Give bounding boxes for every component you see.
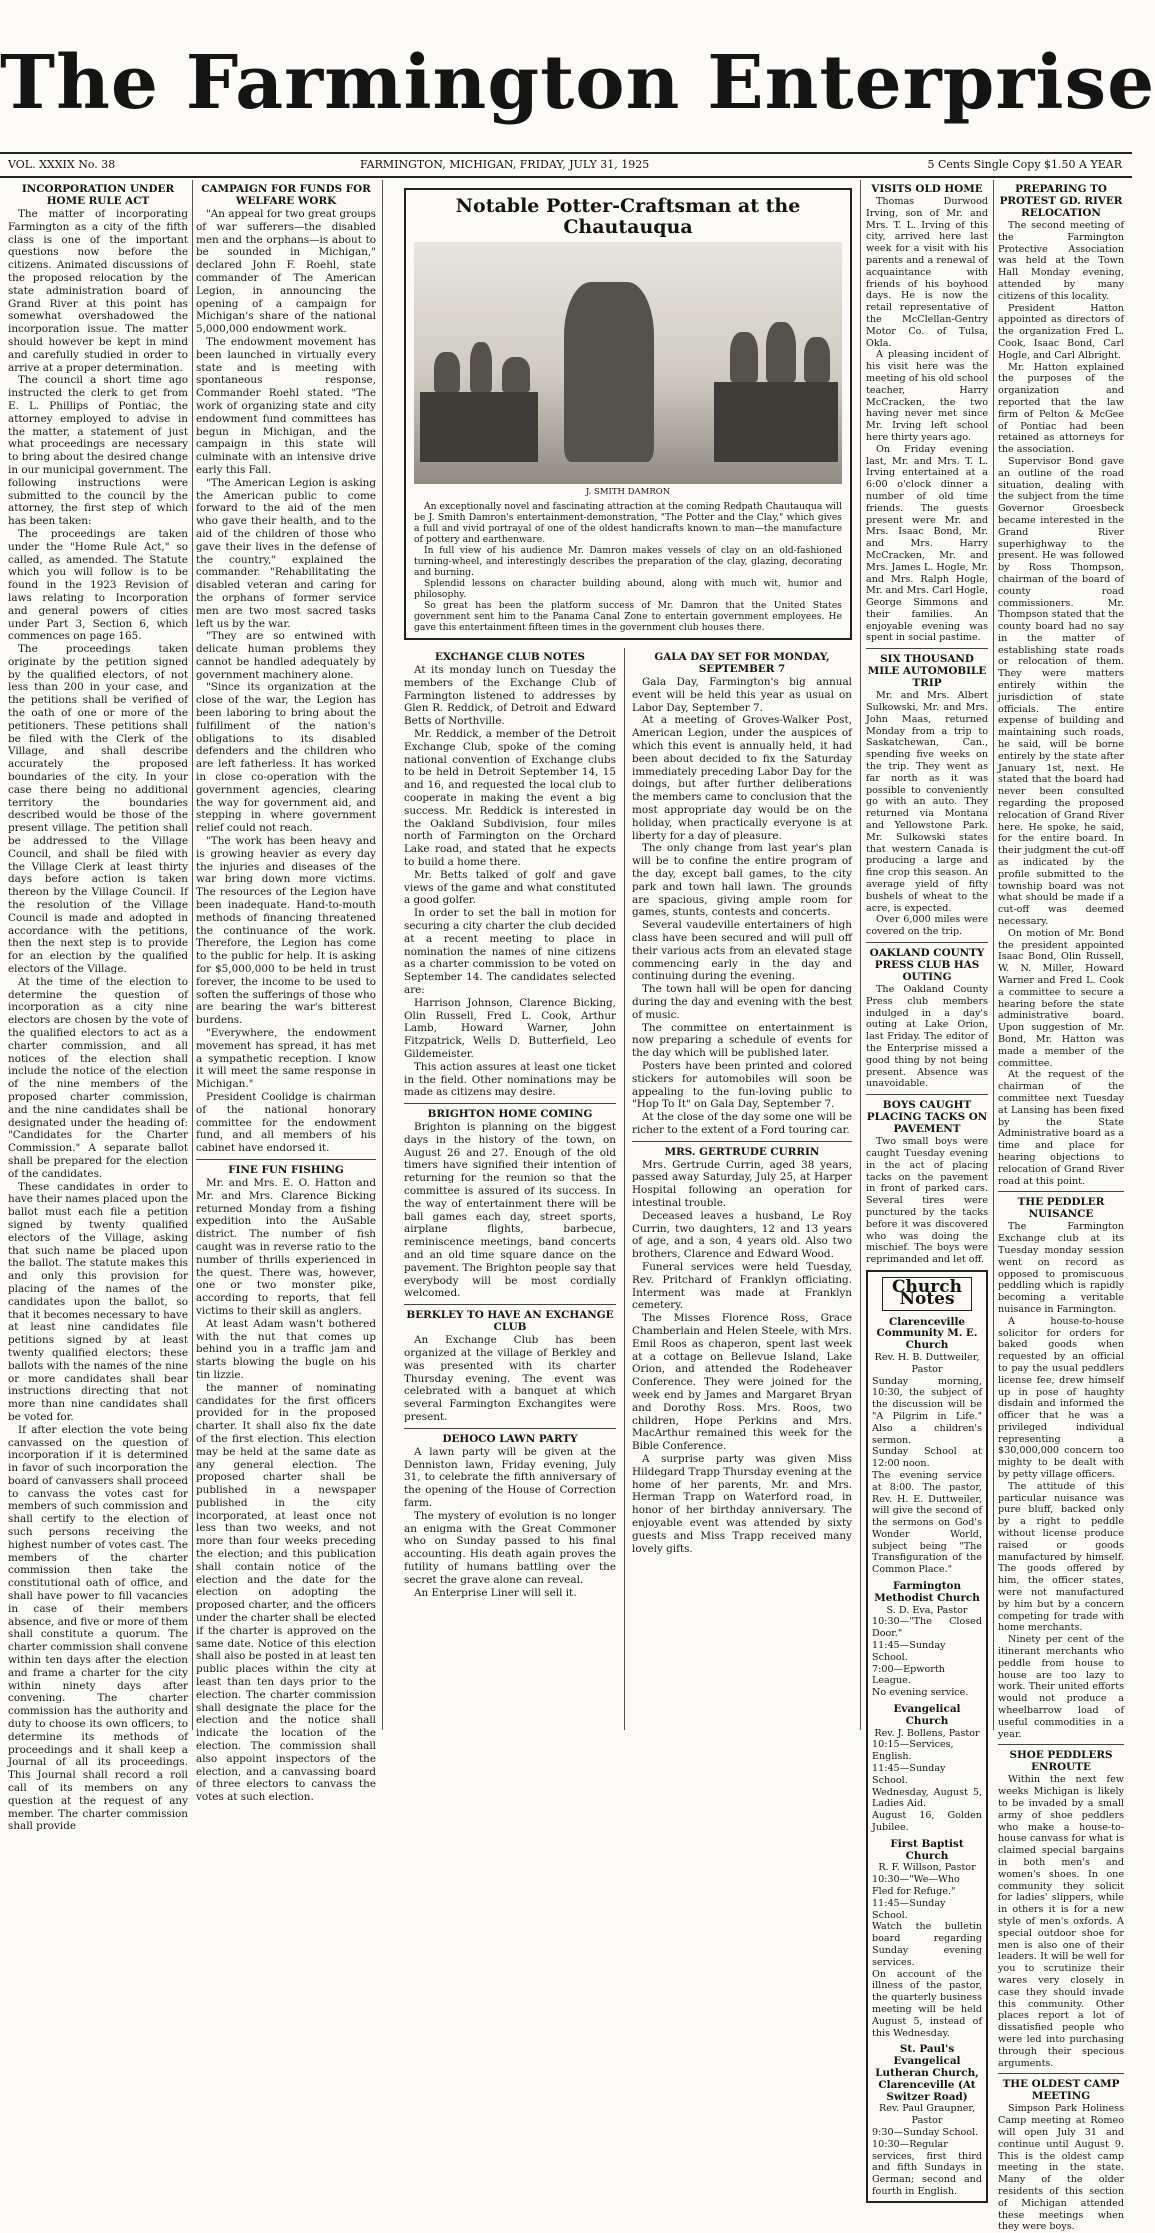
paragraph: Funeral services were held Tuesday, Rev. Pritchard of Franklyn officiating. Interment was made at Franklyn cemetery.	[632, 1261, 852, 1312]
church-line: 11:45—Sunday School.	[872, 1763, 946, 1786]
church-line: R. F. Willson, Pastor	[878, 1862, 976, 1874]
paragraph: An Enterprise Liner will sell it.	[414, 1586, 577, 1599]
article-body	[998, 1221, 1124, 1740]
paragraph: Simpson Park Holiness Camp meeting at Romeo will open July 31 and continue until August 9. This is the oldest camp meeting in the state. Many of the older residents of this section of Michigan attended these meetings when they were boys.	[998, 2103, 1124, 2233]
church-name: Evangelical Church	[893, 1703, 961, 1727]
church-name: St. Paul's Evangelical Lutheran Church, Clarenceville (At Switzer Road)	[875, 2043, 979, 2103]
paragraph: "An appeal for two great groups of war sufferers—the disabled men and the orphans—is about to be sounded in Michigan," declared John F. Roehl, state commander of The American Legion, in announcing the opening of a campaign for Michigan's share of the national 5,000,000 endowment work.	[196, 208, 376, 336]
article-body	[404, 664, 616, 1099]
church-line: 10:15—Services, English.	[872, 1739, 954, 1763]
church-line: No evening service.	[872, 1687, 969, 1699]
pottery-vessel	[730, 332, 758, 382]
paragraph: The Farmington Exchange club at its Tuesday monday session went on record as opposed to promiscuous peddling which is rapidly becoming a veritable nuisance in Farmington.	[998, 1221, 1124, 1315]
feature-box	[404, 188, 852, 640]
paragraph: This action assures at least one ticket in the field. Other nominations may be made as citizens may desire.	[404, 1060, 616, 1099]
column-rule	[993, 180, 994, 1730]
paragraph: At the close of the day some one will be richer to the extent of a Ford touring car.	[632, 1111, 852, 1136]
church-line: 9:30—Sunday School.	[872, 2126, 979, 2138]
paragraph: President Hatton appointed as directors of the organization Fred L. Cook, Isaac Bond, Carl Hogle, and Carl Albright.	[998, 302, 1124, 361]
paragraph: A surprise party was given Miss Hildegard Trapp Thursday evening at the home of her parents, Mr. and Mrs. Herman Trapp on Waterford road, in honor of her birthday anniversary. The enjoyable event was attended by sixty guests and Miss Trapp received many lovely gifts.	[632, 1453, 852, 1555]
church-line: 10:30—"We—Who Fled for Refuge."	[872, 1874, 960, 1897]
photo-table	[420, 392, 538, 462]
column-rule	[860, 180, 861, 1730]
headline-camp-meeting: THE OLDEST CAMP MEETING	[1002, 2078, 1120, 2103]
paragraph: At the request of the chairman of the committee next Tuesday at Lansing has been fixed by the State Administrative board as a time and place for hearing objections to relocation of Grand River road at this point.	[998, 1069, 1124, 1187]
article-body	[866, 1136, 988, 1266]
headline-visits-old-home: VISITS OLD HOME	[871, 183, 983, 195]
paragraph: The proceedings taken originate by the petition signed by the qualified electors, of not less than 200 in your case, and the petitions shall be verified of the oath of one or more of the petitioners. These petitions shall be filed with the Clerk of the Village, and shall describe accurately the proposed boundaries of the city. In your case there being no additional territory the boundaries described would be those of the present village. The petition shall be addressed to the Village Council, and shall be filed with the Village Clerk at least thirty days before action is taken thereon by the Village Council. If the resolution of the Village Council is made and adopted in accordance with the petitions, then the next step is to provide for an election by the qualified electors of the Village.	[8, 643, 188, 976]
paragraph: Harrison Johnson, Clarence Bicking, Olin Russell, Fred L. Cook, Arthur Lamb, Howard Warner, John Fitzpatrick, Wells D. Butterfield, Leo Gildemeister.	[404, 996, 616, 1060]
paragraph: So great has been the platform success of Mr. Damron that the United States government sent him to the Panama Canal Zone to entertain government employees. He gave this entertainment fifteen times in the government club houses there.	[414, 600, 842, 633]
paragraph: The second meeting of the Farmington Protective Association was held at the Town Hall Monday evening, attended by many citizens of this locality.	[998, 220, 1124, 302]
pottery-vessel	[470, 342, 492, 392]
paragraph: An exceptionally novel and fascinating attraction at the coming Redpath Chautauqua will be J. Smith Damron's entertainment-demonstration, "The Potter and the Clay," which gives a full and vivid portrayal of one of the oldest handicrafts known to man—the manufacture of pottery and earthenware.	[414, 501, 842, 545]
church-notes-title: Church Notes	[882, 1277, 972, 1311]
church-line: 10:30—"The Closed Door."	[872, 1616, 982, 1640]
church-name: Farmington Methodist Church	[874, 1580, 980, 1604]
article-body	[8, 208, 188, 1833]
pottery-vessel	[502, 357, 530, 392]
headline-gala-day: GALA DAY SET FOR MONDAY, SEPTEMBER 7	[654, 651, 830, 675]
paragraph: A pleasing incident of his visit here was the meeting of his old school teacher, Harry McCracken, the two having never met since Mr. Irving left school here thirty years ago.	[866, 349, 988, 443]
article-body	[196, 1177, 376, 1804]
church-line: Rev. Paul Graupner, Pastor	[878, 2103, 976, 2127]
paragraph: On motion of Mr. Bond the president appointed Isaac Bond, Olin Russell, W. N. Miller, Howard Warner and Fred L. Cook a committee to secure a hearing before the state administrative board. Upon suggestion of Mr. Bond, Mr. Hatton was made a member of the committee.	[998, 927, 1124, 1069]
paragraph: An Exchange Club has been organized at the village of Berkley and was presented with its charter Thursday evening. The event was celebrated with a banquet at which several Farmington Exchangites were present.	[404, 1334, 616, 1424]
paragraph: In order to set the ball in motion for securing a city charter the club decided at a recent meeting to place in nomination the names of nine citizens as a charter commission to be voted on September 14. The candidates selected are:	[404, 907, 616, 996]
column-3	[404, 648, 616, 1730]
potter-figure	[564, 282, 654, 462]
paragraph: The mystery of evolution is no longer an enigma with the Great Commoner who on Sunday passed to his final accounting. His death again proves the futility of humans battling over the secret the grave alone can reveal.	[404, 1509, 616, 1586]
paragraph: At least Adam wasn't bothered with the nut that comes up behind you in a traffic jam and starts blowing the bugle on his tin lizzie.	[196, 1317, 376, 1381]
paragraph: Within the next few weeks Michigan is likely to be invaded by a small army of shoe peddlers who make a house-to-house canvass for what is claimed special bargains in both men's and women's shoes. In one community they solicit for ladies' slippers, while in others it is for a new style of men's oxfords. A special outdoor shoe for men is also one of their leaders. It will be well for you to scrutinize their wares very closely in case they should invade this community. Other places report a lot of dissatisfied people who were led into purchasing through their specious arguments.	[998, 1774, 1124, 2069]
place-date: FARMINGTON, MICHIGAN, FRIDAY, JULY 31, 1925	[360, 158, 650, 171]
article-body	[632, 676, 852, 1137]
dateline-bar	[0, 152, 1132, 178]
headline-exchange-club: EXCHANGE CLUB NOTES	[434, 651, 586, 663]
church-notes-box	[866, 1270, 988, 2203]
headline-berkley: BERKLEY TO HAVE AN EXCHANGE CLUB	[406, 1309, 614, 1334]
paragraph: Supervisor Bond gave an outline of the road situation, dealing with the subject from the time Governor Groesbeck became interested in the Grand River superhighway to the present. He was followed by Ross Thompson, chairman of the board of county road commissioners. Mr. Thompson stated that the county board had no say in the matter of establishing state roads or relocation of them. They were matters entirely within the jurisdiction of state officials. The entire expense of building and maintaining such roads, he said, will be borne entirely by the state after January 1st, next. He stated that the board had never been consulted regarding the proposed relocation of Grand River here. He spoke, he said, for the entire board. In their judgment the cut-off as indicated by the profile submitted to the township board was not what should be made if a cut-off was deemed necessary.	[998, 455, 1124, 928]
paragraph: The only change from last year's plan will be to confine the entire program of the day, except ball games, to the city park and town hall lawn. The grounds are spacious, giving ample room for games, stunts, contests and concerts.	[632, 842, 852, 919]
article-body	[196, 208, 376, 1155]
photo-caption	[414, 487, 842, 633]
paragraph: The town hall will be open for dancing during the day and evening with the best of music.	[632, 983, 852, 1021]
headline-press-club: OAKLAND COUNTY PRESS CLUB HAS OUTING	[869, 947, 985, 984]
photo-credit: J. SMITH DAMRON	[585, 487, 671, 497]
church-line: Sunday School at 12:00 noon.	[872, 1446, 982, 1470]
church-line: S. D. Eva, Pastor	[886, 1604, 968, 1616]
paragraph: The committee on entertainment is now preparing a schedule of events for the day which will be published later.	[632, 1021, 852, 1060]
paragraph: In full view of his audience Mr. Damron makes vessels of clay on an old-fashioned turning-wheel, and interestingly describes the preparation of the clay, glazing, decorating and burning.	[414, 545, 842, 578]
paragraph: Mr. Betts talked of golf and gave views of the game and what constituted a good golfer.	[404, 868, 616, 907]
paragraph: At its monday lunch on Tuesday the members of the Exchange Club of Farmington listened to addresses by Glen R. Reddick, of Detroit and Edward Betts of Northville.	[404, 664, 616, 728]
headline-shoe-peddlers: SHOE PEDDLERS ENROUTE	[1009, 1749, 1113, 1774]
article-body	[866, 196, 988, 644]
price: 5 Cents Single Copy $1.50 A YEAR	[927, 158, 1122, 171]
divider	[866, 648, 988, 649]
church-line: 7:00—Epworth League.	[872, 1663, 945, 1687]
divider	[998, 1744, 1124, 1745]
paragraph: Ninety per cent of the itinerant merchants who peddle from house to house are too lazy to work. Their united efforts would not produce a wheelbarrow load of useful commodities in a year.	[998, 1634, 1124, 1740]
pottery-vessel	[804, 337, 830, 382]
headline-boys-caught: BOYS CAUGHT PLACING TACKS ON PAVEMENT	[866, 1099, 988, 1136]
paragraph: The Misses Florence Ross, Grace Chamberlain and Helen Steele, with Mrs. Emil Roos as chaperon, spent last week at a cottage on Bellevue Island, Lake Orion, and attended the Rodeheaver Conference. They were joined for the week end by James and Margaret Bryan and Dorothy Ross. Mrs. Roos, two children, Hope Perkins and Mrs. MacArthur remained this week for the Bible Conference.	[632, 1312, 852, 1453]
column-rule	[192, 180, 193, 1730]
headline-brighton: BRIGHTON HOME COMING	[427, 1108, 593, 1121]
church-line: 10:30—Regular services, first third and fifth Sundays in German; second and fourth in English.	[872, 2138, 982, 2197]
article-body	[632, 1159, 852, 1556]
church-line: 11:45—Sunday School.	[872, 1897, 946, 1921]
article-body	[866, 690, 988, 938]
headline-auto-trip: SIX THOUSAND MILE AUTOMOBILE TRIP	[867, 653, 987, 690]
column-6	[998, 180, 1124, 2233]
church-line: Rev. J. Bollens, Pastor	[874, 1727, 980, 1739]
church-line: Wednesday, August 5, Ladies Aid.	[872, 1786, 982, 1810]
church-line: August 16, Golden Jubilee.	[872, 1810, 982, 1834]
paragraph: These candidates in order to have their names placed upon the ballot must each file a petition signed by twenty qualified electors of the Village, asking that such name be placed upon the ballot. The statute makes this and only this provision for placing of the names of the candidates upon the ballot, so that it becomes necessary to have at least nine candidates file petitions signed by at least twenty qualified electors; these ballots with the names of the nine or more candidates shall bear instructions directing that not more than nine candidates shall be voted for.	[8, 1180, 188, 1423]
column-4	[632, 648, 852, 1730]
paragraph: The council a short time ago instructed the clerk to get from E. L. Phillips of Pontiac, the attorney employed to advise in the matter, a statement of just what proceedings are necessary to bring about the desired change in our municipal government. The following instructions were submitted to the council by the attorney, the first step of which has been taken:	[8, 374, 188, 528]
church-line: Sunday morning, 10:30, the subject of the discussion will be "A Pilgrim in Life." Also a children's sermon.	[872, 1375, 982, 1446]
divider	[404, 1304, 616, 1305]
volume-number: VOL. XXXIX No. 38	[8, 158, 116, 171]
headline-fishing: FINE FUN FISHING	[228, 1163, 344, 1176]
church-line: Rev. H. B. Duttweiler, Pastor	[874, 1351, 980, 1375]
paragraph: The proceedings are taken under the "Home Rule Act," so called, as amended. The Statute which you will follow is to be found in the 1923 Revision of laws relating to Incorporation and general powers of cities under Part 3, Section 6, which commences on page 165.	[8, 527, 188, 643]
article-body	[866, 984, 988, 1090]
divider	[632, 1141, 852, 1142]
paragraph: Two small boys were caught Tuesday evening in the act of placing tacks on the pavement in front of parked cars. Several tires were punctured by the tacks before it was discovered who was doing the mischief. The boys were reprimanded and let off.	[866, 1136, 988, 1266]
headline-incorporation: INCORPORATION UNDER HOME RULE ACT	[21, 183, 175, 207]
paragraph: "They are so entwined with delicate human problems they cannot be handled adequately by government machinery alone.	[196, 630, 376, 681]
paragraph: "The work has been heavy and is growing heavier as every day the injuries and diseases of the war bring down more victims. The resources of the Legion have been inadequate. Hand-to-mouth methods of financing threatened the continuance of the work. Therefore, the Legion has come to the public for help. It is asking for $5,000,000 to be held in trust forever, the income to be used to soften the sufferings of those who are bearing the war's bitterest burdens.	[196, 835, 376, 1027]
headline-dehoco: DEHOCO LAWN PARTY	[442, 1432, 578, 1445]
paragraph: Several vaudeville entertainers of high class have been secured and will pull off their various acts from an elevated stage commencing early in the day and continuing during the evening.	[632, 919, 852, 983]
church-line: The evening service at 8:00. The pastor, Rev. H. E. Duttweiler, will give the second of the sermons on God's Wonder World, subject being "The Transfiguration of the Common Place."	[872, 1469, 982, 1576]
church-sections	[872, 1317, 982, 2198]
paragraph: Thomas Durwood Irving, son of Mr. and Mrs. T. L. Irving of this city, arrived here last week for a visit with his parents and a renewal of acquaintance with friends of his boyhood days. He is now the retail representative of the McClellan-Gentry Motor Co. of Tulsa, Okla.	[866, 196, 988, 349]
paragraph: A lawn party will be given at the Denniston lawn, Friday evening, July 31, to celebrate the fifth anniversary of the opening of the House of Correction farm.	[404, 1445, 616, 1510]
paragraph: Posters have been printed and colored stickers for automobiles will soon be appealing to the fun-loving public to "Hop To It" on Gala Day, September 7.	[632, 1059, 852, 1111]
article-body	[998, 220, 1124, 1187]
paragraph: A house-to-house solicitor for orders for baked goods when requested by an official to pay the usual peddlers license fee, drew himself up in pose of haughty disdain and informed the officer that he was a privileged individual representing a $30,000,000 concern too mighty to be dealt with by petty village officers.	[998, 1315, 1124, 1481]
divider	[866, 942, 988, 943]
church-name: Clarenceville Community M. E. Church	[876, 1315, 978, 1352]
article-body	[404, 1446, 616, 1600]
divider	[866, 1094, 988, 1095]
column-rule	[624, 648, 625, 1730]
paragraph: "The American Legion is asking the American public to come forward to the aid of the men who gave their health, and to the aid of the children of those who gave their lives in the defense of the country," explained the commander. "Rehabilitating the disabled veteran and caring for the orphans of former service men are two most sacred tasks left us by the war.	[196, 476, 376, 630]
paragraph: The matter of incorporating Farmington as a city of the fifth class is one of the important questions now before the citizens. Animated discussions of the proposed relocation by the state administration board of Grand River at this point has somewhat overshadowed the incorporation issue. The matter should however be kept in mind and carefully studied in order to arrive at a proper determination.	[8, 208, 188, 374]
headline-peddler: THE PEDDLER NUISANCE	[1017, 1196, 1105, 1221]
headline-protest: PREPARING TO PROTEST GD. RIVER RELOCATION	[999, 183, 1123, 219]
paragraph: At the time of the election to determine the question of incorporation as a city nine electors are chosen by the vote of the qualified electors to act as a charter commission, and all notices of the election shall include the notice of the election of the nine members of the proposed charter commission, and the nine candidates shall be designated under the heading of: "Candidates for the Charter Commission." A separate ballot shall be prepared for the election of the candidates.	[8, 975, 188, 1180]
church-name: First Baptist Church	[890, 1837, 964, 1862]
paragraph: the manner of nominating candidates for the first officers provided for in the proposed charter. It shall also fix the date of the first election. This election may be held at the same date as any general election. The proposed charter shall be published in a newspaper published in the city incorporated, at least once not less than two weeks, and not more than four weeks preceding the election; and this publication shall contain notice of the election and the date for the election on adopting the proposed charter, and the officers under the charter shall be elected if the charter is approved on the same date. Notice of this election shall also be posted in at least ten public places within the city at least than ten days prior to the election. The charter commission shall designate the place for the election and the notice shall indicate the location of the election. The commission shall also appoint inspectors of the election, and a canvassing board of three electors to canvass the votes at such election.	[196, 1381, 376, 1804]
masthead	[0, 0, 1155, 150]
paragraph: If after election the vote being canvassed on the question of incorporation if it is determined in favor of such incorporation the board of canvassers shall proceed to canvass the votes cast for members of such commission and shall certify to the election of such persons receiving the highest number of votes cast. The members of the charter commission then take the constitutional oath of office, and shall have power to fill vacancies in case of their members absence, and five or more of them shall constitute a quorum. The charter commission shall convene within ten days after the election and frame a charter for the city within ninety days after convening. The charter commission has the authority and duty to choose its own officers, to determine its methods of proceedings and it shall keep a Journal of all its proceedings. This Journal shall record a roll call of its members on any question at the request of any member. The charter commission shall provide	[8, 1423, 189, 1833]
paragraph: Splendid lessons on character building abound, along with much wit, humor and philosophy.	[414, 578, 842, 600]
column-rule	[382, 180, 383, 1730]
paragraph: "Since its organization at the close of the war, the Legion has been laboring to bring about the fulfillment of the nation's obligations to its disabled defenders and the children who are left fatherless. It has worked in close co-operation with the government agencies, clearing the way for government aid, and stepping in where government relief could not reach.	[196, 681, 376, 835]
potter-photo	[414, 242, 842, 484]
divider	[998, 1191, 1124, 1192]
column-2	[196, 180, 376, 1804]
article-body	[404, 1121, 616, 1300]
photo-table	[714, 382, 838, 462]
paragraph: The Oakland County Press club members indulged in a day's outing at Lake Orion, last Friday. The editor of the Enterprise missed a good thing by not being present. Absence was unavoidable.	[866, 984, 988, 1090]
pottery-vessel	[434, 352, 460, 392]
column-1	[8, 180, 189, 1833]
paragraph: Mr. Hatton explained the purposes of the organization and reported that the law firm of Pelton & McGee of Pontiac had been retained as attorneys for the association.	[998, 361, 1124, 456]
divider	[404, 1103, 616, 1104]
divider	[404, 1428, 616, 1429]
paragraph: President Coolidge is chairman of the national honorary committee for the endowment fund, and all members of his cabinet have endorsed it.	[196, 1090, 376, 1155]
column-5	[866, 180, 988, 2197]
paragraph: Gala Day, Farmington's big annual event will be held this year as usual on Labor Day, September 7.	[632, 676, 852, 714]
headline-campaign: CAMPAIGN FOR FUNDS FOR WELFARE WORK	[201, 183, 371, 207]
divider	[998, 2073, 1124, 2074]
paragraph: On Friday evening last, Mr. and Mrs. T. L. Irving entertained at a 6:00 o'clock dinner a number of old time friends. The guests present were Mr. and Mrs. Isaac Bond, Mr. and Mrs. Harry McCracken, Mr. and Mrs. James L. Hogle, Mr. and Mrs. Ralph Hogle, Mr. and Mrs. Carl Hogle, George Simmons and their families. An enjoyable evening was spent in social pastime.	[866, 443, 988, 644]
church-line: On account of the illness of the pastor, the quarterly business meeting will be held August 5, instead of this Wednesday.	[872, 1968, 982, 2039]
paragraph: Deceased leaves a husband, Le Roy Currin, two daughters, 12 and 13 years of age, and a son, 4 years old. Also two brothers, Clarence and Edward Wood.	[632, 1209, 852, 1261]
paragraph: "Everywhere, the endowment movement has spread, it has met a sympathetic reception. I know it will meet the same response in Michigan."	[196, 1027, 376, 1091]
paragraph: At a meeting of Groves-Walker Post, American Legion, under the auspices of which this event is annually held, it had been about decided to fix the Saturday immediately preceding Labor Day for the doings, but after further deliberations the members came to conclusion that the most appropriate day would be on the holiday, when practically everyone is at liberty for a day of pleasure.	[632, 714, 852, 842]
headline-currin: MRS. GERTRUDE CURRIN	[664, 1145, 820, 1158]
article-body	[998, 1774, 1124, 2069]
article-body	[404, 1334, 616, 1424]
divider	[196, 1159, 376, 1160]
paragraph: The endowment movement has been launched in virtually every state and is meeting with spontaneous response, Commander Roehl stated. "The work of organizing state and city endowment fund committees has begun in Michigan, and the campaign in this state will culminate with an intensive drive early this Fall.	[196, 335, 376, 476]
paragraph: Over 6,000 miles were covered on the trip.	[866, 914, 988, 938]
paragraph: Mr. Reddick, a member of the Detroit Exchange Club, spoke of the coming national convention of Exchange clubs to be held in Detroit September 14, 15 and 16, and requested the local club to cooperate in making the event a big success. Mr. Reddick is interested in the Oakland Subdivision, four miles north of Farmington on the Orchard Lake road, and stated that he expects to build a home there.	[404, 727, 616, 868]
church-line: Watch the bulletin board regarding Sunday evening services.	[872, 1921, 982, 1968]
paragraph: Brighton is planning on the biggest days in the history of the town, on August 26 and 27. Enough of the old timers have signified their intention of returning for the reunion so that the committee is assured of its success. In the way of entertainment there will be ball games each day, street sports, airplane flights, barbecue, reminiscence meetings, band concerts and an old time square dance on the pavement. The Brighton people say that everybody will be most cordially welcomed.	[404, 1121, 616, 1300]
paragraph: Mrs. Gertrude Currin, aged 38 years, passed away Saturday, July 25, at Harper Hospital following an operation for intestinal trouble.	[632, 1158, 852, 1210]
article-body	[998, 2103, 1124, 2233]
pottery-vessel	[766, 322, 796, 382]
paragraph: Mr. and Mrs. Albert Sulkowski, Mr. and Mrs. John Maas, returned Monday from a trip to Saskatchewan, Can., spending five weeks on the trip. They went as far north as it was possible to conveniently go with an auto. They returned via Montana and Yellowstone Park. Mr. Sulkowski states that western Canada is producing a large and fine crop this season. An average yield of fifty bushels of wheat to the acre, is expected.	[866, 690, 988, 914]
paragraph: Mr. and Mrs. E. O. Hatton and Mr. and Mrs. Clarence Bicking returned Monday from a fishing expedition into the AuSable district. The number of fish caught was in reverse ratio to the number of thrills experienced in the quest. There was, however, one or two monster pike, according to reports, that fell victims to their skill as anglers.	[196, 1176, 376, 1317]
church-line: 11:45—Sunday School.	[872, 1640, 946, 1663]
paragraph: The attitude of this particular nuisance was pure bluff, backed only by a right to peddle without license produce raised or goods manufactured by himself. The goods offered by him, the officer states, were not manufactured by him but by a concern competing for trade with home merchants.	[998, 1480, 1124, 1634]
newspaper-title: The Farmington Enterprise	[0, 40, 1155, 126]
feature-headline: Notable Potter-Craftsman at the Chautauqua	[455, 195, 801, 238]
